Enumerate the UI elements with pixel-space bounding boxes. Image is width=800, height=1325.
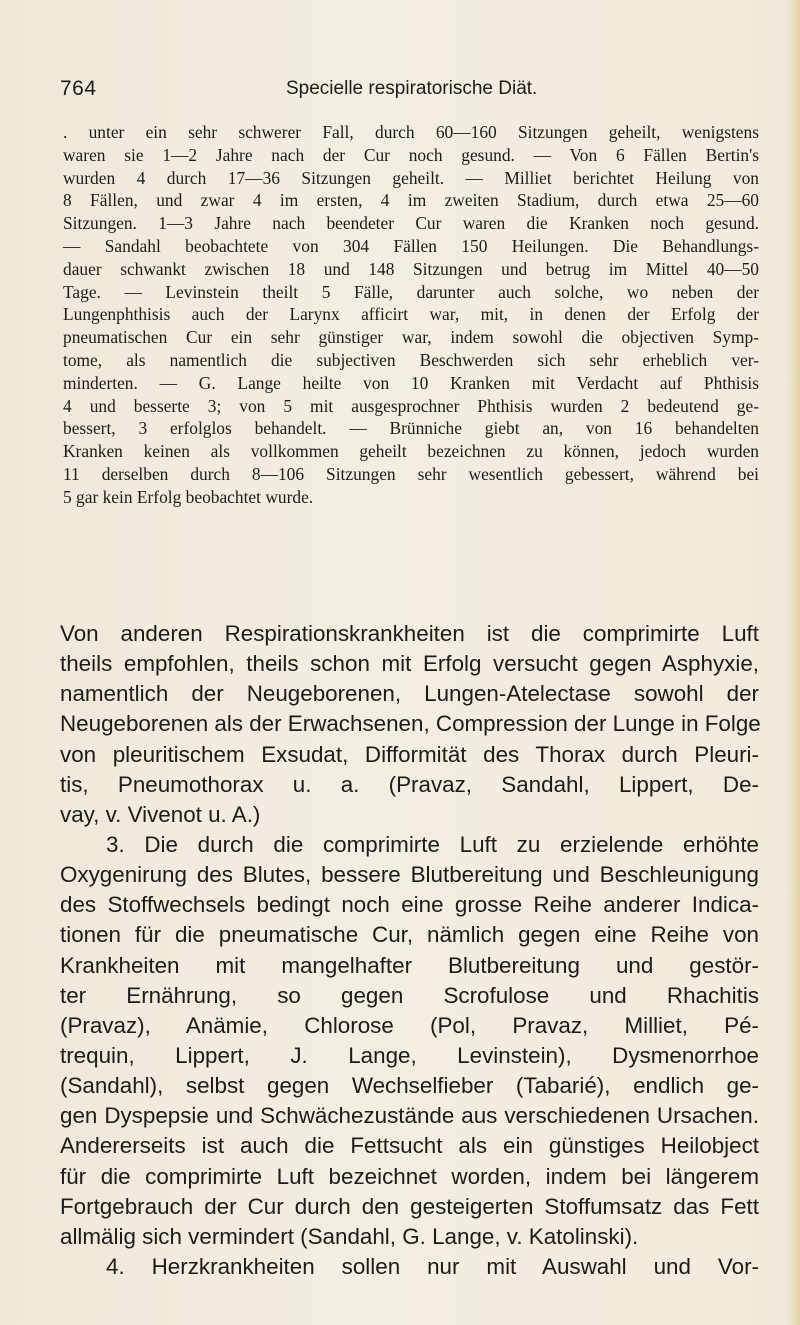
text-line: 11 derselben durch 8—106 Sitzungen sehr wesentlich gebessert, während bei [63,463,759,484]
text-line: . unter ein sehr schwerer Fall, durch 60—160 Sitzungen geheilt, wenigstens [63,122,759,142]
text-line: theils empfohlen, theils schon mit Erfolg versucht gegen Asphyxie, [60,651,759,677]
text-line: 8 Fällen, und zwar 4 im ersten, 4 im zweiten Stadium, durch etwa 25—60 [63,190,759,211]
text-line: wurden 4 durch 17—36 Sitzungen geheilt. — Milliet berichtet Heilung von [63,167,759,188]
text-line: vay, v. Vivenot u. A.) [60,801,261,827]
text-line: Lungenphthisis auch der Larynx afficirt war, mit, in denen der Erfolg der [63,304,759,325]
text-line: Krankheiten mit mangelhafter Blutbereitung und gestör- [60,952,759,978]
text-line: tis, Pneumothorax u. a. (Pravaz, Sandahl, Lippert, De- [60,771,759,797]
text-line: Kranken keinen als vollkommen geheilt bezeichnen zu können, jedoch wurden [63,441,759,462]
text-line: Tage. — Levinstein theilt 5 Fälle, darunter auch solche, wo neben der [63,281,759,302]
text-line: trequin, Lippert, J. Lange, Levinstein), Dysmenorrhoe [60,1042,759,1068]
text-line: Andererseits ist auch die Fettsucht als ein günstiges Heilobject [60,1133,759,1159]
page-edge-shadow [786,0,800,1325]
text-line: namentlich der Neugeborenen, Lungen-Atelectase sowohl der [60,681,759,707]
paragraph-indications-3 [60,830,759,1252]
main-text [60,619,759,1282]
text-line: tome, als namentlich die subjectiven Beschwerden sich sehr erheblich ver- [63,349,759,370]
page-number: 764 [60,77,97,100]
text-line: Von anderen Respirationskrankheiten ist die comprimirte Luft [60,621,759,646]
text-line: minderten. — G. Lange heilte von 10 Kranken mit Verdacht auf Phthisis [63,372,759,393]
text-line: 4 und besserte 3; von 5 mit ausgesprochner Phthisis wurden 2 bedeutend ge- [63,395,759,416]
text-line: Fortgebrauch der Cur durch den gesteigerten Stoffumsatz das Fett [60,1193,759,1219]
text-line: des Stoffwechsels bedingt noch eine grosse Reihe anderer Indica- [60,892,759,918]
text-line: gen Dyspepsie und Schwächezustände aus verschiedenen Ursachen. [60,1103,759,1129]
paragraph-heart-diseases-4 [60,1252,759,1282]
text-line: 4. Herzkrankheiten sollen nur mit Auswahl und Vor- [106,1253,759,1279]
text-line: tionen für die pneumatische Cur, nämlich gegen eine Reihe von [60,922,759,948]
text-line: von pleuritischem Exsudat, Difformität des Thorax durch Pleuri- [60,741,759,767]
text-line: ter Ernährung, so gegen Scrofulose und Rhachitis [60,982,759,1008]
text-line: dauer schwankt zwischen 18 und 148 Sitzungen und betrug im Mittel 40—50 [63,258,759,279]
small-print-paragraph [63,121,759,509]
text-line: 5 gar kein Erfolg beobachtet wurde. [63,486,314,507]
text-line: 3. Die durch die comprimirte Luft zu erzielende erhöhte [106,831,759,857]
text-line: (Sandahl), selbst gegen Wechselfieber (Tabarié), endlich ge- [60,1073,759,1099]
text-line: Oxygenirung des Blutes, bessere Blutbereitung und Beschleunigung [60,862,759,888]
text-line: Neugeborenen als der Erwachsenen, Compression der Lunge in Folge [60,711,761,737]
running-head: Specielle respiratorische Diät. [286,78,538,99]
text-line: für die comprimirte Luft bezeichnet worden, indem bei längerem [60,1163,759,1189]
text-line: allmälig sich vermindert (Sandahl, G. Lange, v. Katolinski). [60,1223,639,1249]
text-line: pneumatischen Cur ein sehr günstiger war, indem sowohl die objectiven Symp- [63,327,759,348]
paragraph-respiratory-diseases [60,619,759,830]
page-header [60,77,760,111]
text-line: Sitzungen. 1—3 Jahre nach beendeter Cur waren die Kranken noch gesund. [63,213,759,234]
text-line: — Sandahl beobachtete von 304 Fällen 150 Heilungen. Die Behandlungs- [63,235,759,256]
text-line: (Pravaz), Anämie, Chlorose (Pol, Pravaz, Milliet, Pé- [60,1012,759,1038]
text-line: bessert, 3 erfolglos behandelt. — Brünniche giebt an, von 16 behandelten [63,418,759,439]
text-line: waren sie 1—2 Jahre nach der Cur noch gesund. — Von 6 Fällen Bertin's [63,144,759,165]
